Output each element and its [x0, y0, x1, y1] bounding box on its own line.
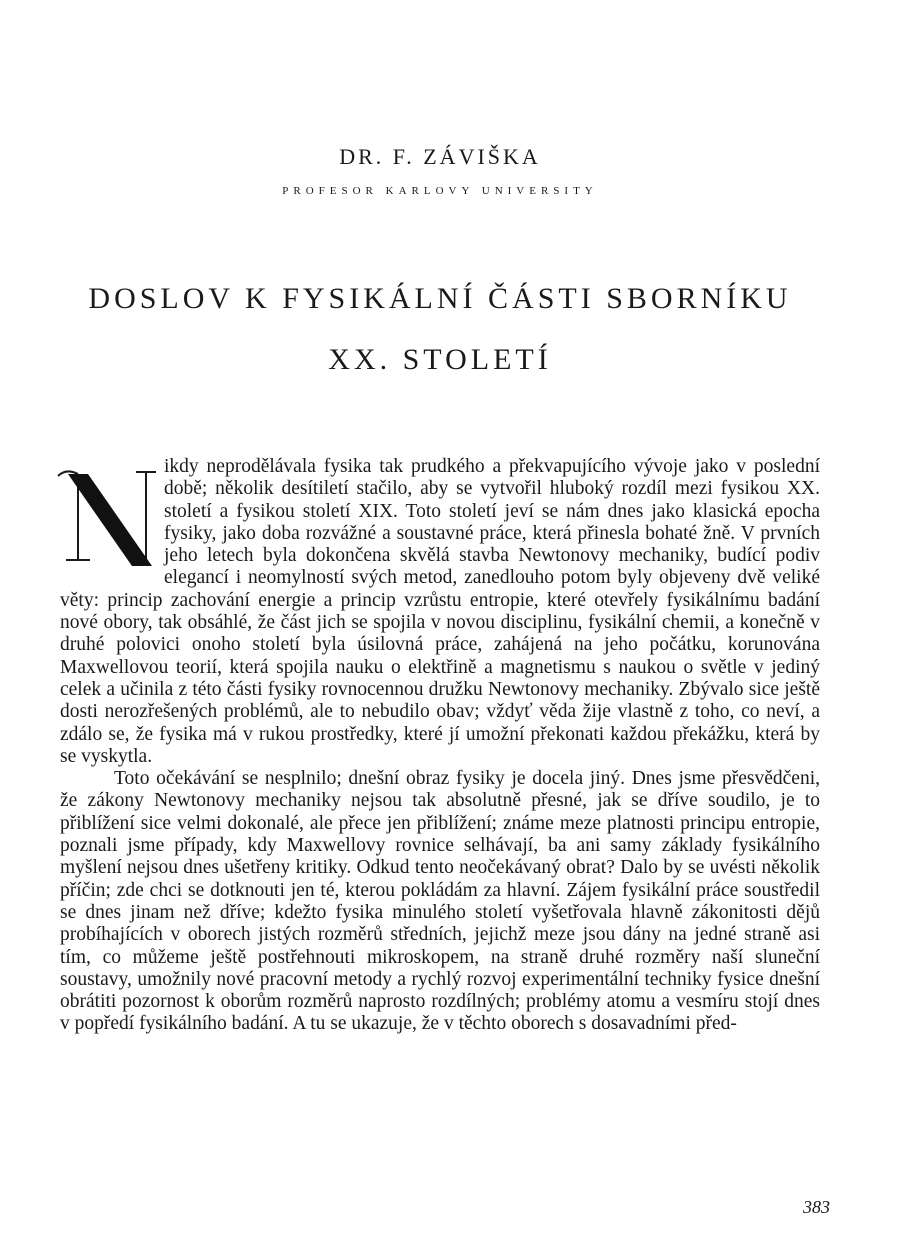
- article-title-line-1: DOSLOV K FYSIKÁLNÍ ČÁSTI SBORNÍKU: [88, 282, 792, 315]
- paragraph-1: [60, 456, 820, 768]
- paragraph-1-text: ikdy neprodělávala fysika tak prudkého a překvapujícího vývoje jako v poslední době; několik desítiletí stačilo, aby se vytvořil hluboký rozdíl mezi fysikou XX. století a fysikou století XIX. Toto století jeví se nám dnes jako klasická epocha fysiky, jako doba rozvážné a soustavné práce, která přinesla bohaté žně. V prvních jeho letech byla dokončena skvělá stavba Newtonovy mechaniky, budící podiv elegancí i neomylností svých metod, zanedlouho potom byly objeveny dvě veliké věty: princip zachování energie a princip vzrůstu entropie, které otevřely fysikálnímu badání nové obory, tak obsáhlé, že část jich se spojila v novou disciplinu, fysikální chemii, a konečně v druhé polovici onoho století byla úsilovná práce, zahájená na jeho počátku, korunována Maxwellovou teorií, která spojila nauku o elektřině a magnetismu s naukou o světle v jediný celek a učinila z této části fysiky rovnocennou družku Newtonovy mechaniky. Zbývalo sice ještě dosti nerozřešených problémů, ale to nebudilo obav; vždyť věda žije vlastně z toho, co neví, a zdálo se, že fysika má v rukou prostředky, které jí umožní překonati každou překážku, která by se vyskytla.: [60, 456, 820, 767]
- page-number: 383: [803, 1197, 830, 1217]
- author-name: DR. F. ZÁVIŠKA: [339, 144, 541, 169]
- author-affiliation: PROFESOR KARLOVY UNIVERSITY: [282, 185, 598, 197]
- decorative-initial-n: [56, 464, 156, 572]
- paragraph-2: Toto očekávání se nesplnilo; dnešní obraz fysiky je docela jiný. Dnes jsme přesvědčeni, že zákony Newtonovy mechaniky nejsou tak absolutně přesné, jak se dříve soudilo, je to přiblížení sice velmi dokonalé, ale přece jen přiblížení; známe meze platnosti principu entropie, poznali jsme případy, kdy Maxwellovy rovnice selhávají, ba ani samy základy fysikálního myšlení nejsou dnes ušetřeny kritiky. Odkud tento neočekávaný obrat? Dalo by se uvésti několik příčin; zde chci se dotknouti jen té, kterou pokládám za hlavní. Zájem fysikální práce soustředil se dnes jinam než dříve; kdežto fysika minulého století vyšetřovala hlavně zákonitosti dějů probíhajících v oborech jistých rozměrů středních, jejichž meze jsou dány na jedné straně asi tím, co můžeme ještě postřehnouti mikroskopem, na straně druhé rozměry naší sluneční soustavy, umožnily nové pracovní metody a rychlý rozvoj experimentální techniky fysice dnešní obrátiti pozornost k oborům rozměrů naprosto rozdílných; problémy atomu a vesmíru stojí dnes v popředí fysikálního badání. A tu se ukazuje, že v těchto oborech s dosavadními před-: [60, 768, 820, 1035]
- initial-n-icon: [56, 464, 156, 572]
- article-title-line-2: XX. STOLETÍ: [328, 343, 552, 376]
- article-body: [60, 456, 820, 1036]
